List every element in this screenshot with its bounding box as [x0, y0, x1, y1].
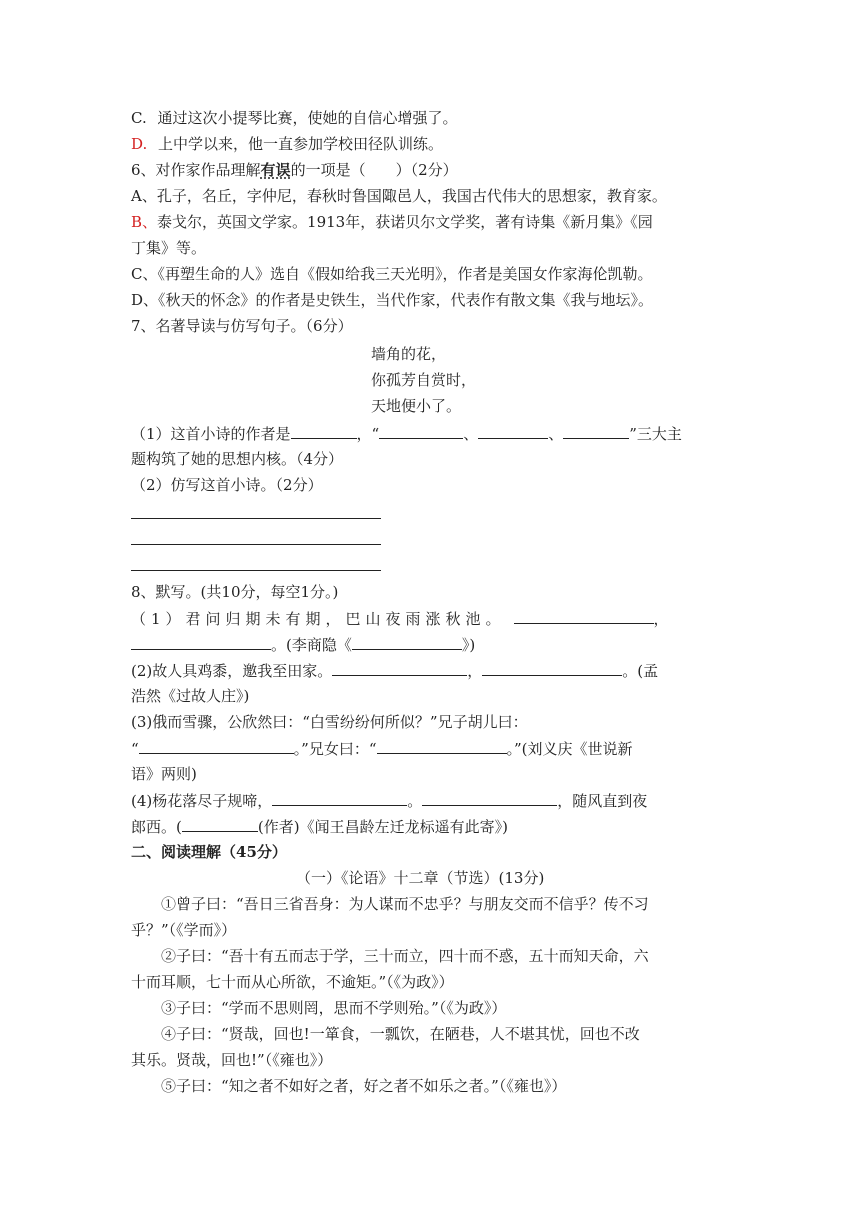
q7-theme-blank-1[interactable] — [379, 423, 463, 439]
analects-item-2-cont: 十而耳顺，七十而从心所欲，不逾矩。”（《为政》） — [131, 973, 454, 991]
q8-s1-line1 — [131, 608, 669, 629]
q8-s4-text-a: (4)杨花落尽子规啼， — [131, 792, 273, 810]
q5-option-c-letter: C. — [131, 109, 147, 127]
q6-option-d: D、《秋天的怀念》的作者是史铁生，当代作家，代表作有散文集《我与地坛》。 — [131, 291, 654, 309]
q8-s1-comma: ， — [653, 610, 669, 628]
q7-answer-line-1[interactable] — [131, 518, 381, 519]
q7-stem: 7、名著导读与仿写句子。（6分） — [131, 317, 353, 335]
analects-item-1-cont: 乎？”（《学而》） — [131, 921, 237, 939]
q8-s4-text-b: ，随风直到夜 — [557, 792, 648, 810]
q7-part2: （2）仿写这首小诗。（2分） — [131, 476, 323, 494]
q6-option-b-letter: B、 — [131, 213, 158, 231]
q5-option-c — [131, 108, 458, 128]
q8-s3-line2 — [131, 738, 633, 759]
q8-s4-line2-a: 郎西。( — [131, 818, 182, 836]
q7-poem-line-2: 你孤芳自赏时， — [371, 371, 477, 389]
q7-part1-sep-1: 、 — [463, 425, 479, 443]
q8-s4-line1 — [131, 790, 647, 811]
q8-s4-line2 — [131, 816, 508, 837]
analects-item-1: ①曾子曰：“吾日三省吾身：为人谋而不忠乎？与朋友交而不信乎？传不习 — [161, 895, 649, 913]
q7-part1-sep-2: 、 — [548, 425, 564, 443]
q8-s1-text: （1）君问归期未有期，巴山夜雨涨秋池。 — [131, 610, 506, 628]
q6-stem-pre: 6、对作家作品理解 — [131, 161, 261, 179]
analects-item-5: ⑤子曰：“知之者不如好之者，好之者不如乐之者。”（《雍也》） — [161, 1077, 567, 1095]
q6-option-b — [131, 212, 653, 232]
q6-stem-emphasis: 有误 — [260, 161, 291, 179]
q8-s2-comma: ， — [467, 662, 483, 680]
q8-s4-author-blank[interactable] — [182, 816, 258, 832]
q7-theme-blank-3[interactable] — [563, 423, 629, 439]
q8-s4-blank-1[interactable] — [272, 790, 407, 806]
q6-stem-post: 的一项是（ ）（2分） — [290, 161, 458, 179]
analects-item-4: ④子曰：“贤哉，回也!一箪食，一瓢饮，在陋巷，人不堪其忧，回也不改 — [161, 1025, 640, 1043]
q8-s1-line2 — [131, 634, 475, 655]
q6-option-c: C、《再塑生命的人》选自《假如给我三天光明》，作者是美国女作家海伦凯勒。 — [131, 265, 653, 283]
q5-option-d-letter: D. — [131, 135, 148, 153]
q8-s1-blank-2[interactable] — [131, 634, 271, 650]
q8-s2-line2: 浩然《过故人庄》) — [131, 687, 250, 705]
q8-s4-dot: 。 — [407, 792, 423, 810]
q8-s1-source-a: 。(李商隐《 — [271, 636, 352, 654]
q8-s3-line3: 语》两则) — [131, 765, 197, 783]
q6-stem — [131, 160, 458, 180]
q8-s3-open: “ — [131, 740, 139, 758]
q8-s4-blank-2[interactable] — [422, 790, 557, 806]
analects-item-4-cont: 其乐。贤哉，回也!”（《雍也》） — [131, 1051, 333, 1069]
q7-theme-blank-2[interactable] — [478, 423, 548, 439]
q5-option-d — [131, 134, 443, 154]
q8-s2-text-a: (2)故人具鸡黍，邀我至田家。 — [131, 662, 333, 680]
q7-part1-text-a: （1）这首小诗的作者是 — [131, 425, 291, 443]
section2-subheading: （一）《论语》十二章（节选）(13分) — [296, 869, 545, 887]
q7-author-blank[interactable] — [291, 423, 357, 439]
q7-answer-line-3[interactable] — [131, 570, 381, 571]
section2-heading: 二、阅读理解（45分） — [131, 843, 287, 861]
q8-s1-blank-1[interactable] — [514, 608, 654, 624]
q6-option-a: A、孔子，名丘，字仲尼，春秋时鲁国陬邑人，我国古代伟大的思想家，教育家。 — [131, 187, 667, 205]
q8-s3-line1: (3)俄而雪骤，公欣然曰：“白雪纷纷何所似？”兄子胡儿曰： — [131, 713, 528, 731]
q7-part1-text-b: ，“ — [356, 425, 380, 443]
q7-part1-cont: 题构筑了她的思想内核。（4分） — [131, 450, 344, 468]
q8-s4-line2-b: (作者)《闻王昌龄左迁龙标遥有此寄》) — [257, 818, 508, 836]
q5-option-c-text: 通过这次小提琴比赛，使她的自信心增强了。 — [157, 109, 458, 127]
q8-s2-line1 — [131, 660, 658, 681]
q7-answer-line-2[interactable] — [131, 544, 381, 545]
q8-s2-blank-1[interactable] — [332, 660, 467, 676]
q8-s2-blank-2[interactable] — [482, 660, 622, 676]
q7-poem-line-3: 天地便小了。 — [371, 397, 462, 415]
q7-poem-line-1: 墙角的花， — [371, 345, 447, 363]
q8-s3-end: 。”(刘义庆《世说新 — [506, 740, 633, 758]
q7-part1 — [131, 423, 682, 444]
q6-option-b-text-1: 泰戈尔，英国文学家。1913年，获诺贝尔文学奖，著有诗集《新月集》《园 — [157, 213, 653, 231]
q8-s3-blank-2[interactable] — [377, 738, 507, 754]
q8-s3-blank-1[interactable] — [139, 738, 294, 754]
analects-item-3: ③子曰：“学而不思则罔，思而不学则殆。”（《为政》） — [161, 999, 507, 1017]
q5-option-d-text: 上中学以来，他一直参加学校田径队训练。 — [158, 135, 444, 153]
q8-s1-source-b: 》) — [461, 636, 476, 654]
q8-stem: 8、默写。(共10分，每空1分。) — [131, 583, 339, 601]
q8-s2-text-b: 。(孟 — [622, 662, 659, 680]
q8-s1-title-blank[interactable] — [352, 634, 462, 650]
q7-part1-text-c: ”三大主 — [629, 425, 682, 443]
analects-item-2: ②子曰：“吾十有五而志于学，三十而立，四十而不惑，五十而知天命，六 — [161, 947, 649, 965]
q6-option-b-cont: 丁集》等。 — [131, 239, 207, 257]
q8-s3-mid: 。”兄女曰：“ — [293, 740, 377, 758]
